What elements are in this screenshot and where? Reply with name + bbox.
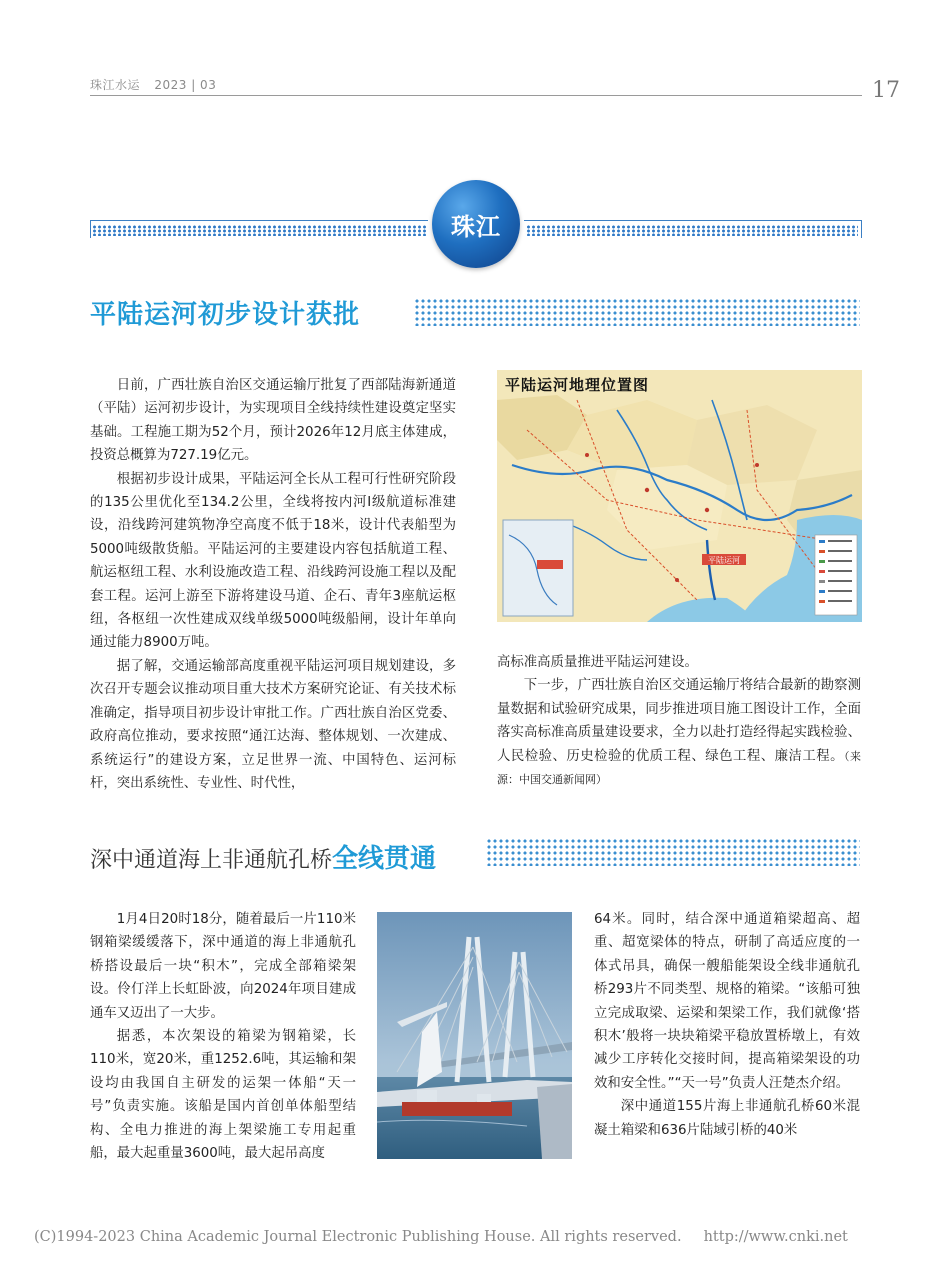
page-number: 17 bbox=[872, 78, 900, 103]
copyright-text: (C)1994-2023 China Academic Journal Electronic Publishing House. All rights reserved. bbox=[34, 1229, 682, 1245]
map-graphic bbox=[497, 370, 862, 622]
paragraph: 64米。同时，结合深中通道箱梁超高、超重、超宽梁体的特点，研制了高适应度的一体式吊具，确保一艘船能架设全线非通航孔桥293片不同类型、规格的箱梁。“该船可独立完成取梁、运梁和架梁工作，我们就像‘搭积木’般将一块块箱梁平稳放置桥墩上，有效减少工序转化交接时间，提高箱梁架设的功效和安全性。”“天一号”负责人汪楚杰介绍。 bbox=[594, 912, 860, 1091]
article2-title bbox=[90, 838, 436, 875]
map-canal-label: 平陆运河 bbox=[708, 556, 740, 565]
article2-title-emphasis: 全线贯通 bbox=[332, 844, 437, 874]
footer-url[interactable]: http://www.cnki.net bbox=[703, 1229, 848, 1245]
canal-location-map bbox=[497, 370, 862, 622]
paragraph: 据悉，本次架设的箱梁为钢箱梁，长110米，宽20米，重1252.6吨，其运输和架设均由我国自主研发的运架一体船“天一号”负责实施。该船是国内首创单体船型结构、全电力推进的海上架梁施工专用起重船，最大起重量3600吨，最大起吊高度 bbox=[90, 1029, 356, 1162]
header-rule bbox=[90, 95, 862, 96]
title-dot-pattern bbox=[486, 838, 860, 866]
paragraph: 1月4日20时18分，随着最后一片110米钢箱梁缓缓落下，深中通道的海上非通航孔桥搭设最后一块“积木”，完成全部箱梁架设。伶仃洋上长虹卧波，向2024年项目建成通车又迈出了一大步。 bbox=[90, 912, 356, 1021]
article2-left-column bbox=[90, 908, 356, 1165]
bridge-photo bbox=[377, 912, 572, 1159]
copyright-footer bbox=[34, 1229, 848, 1245]
article1-left-column bbox=[90, 374, 456, 795]
running-header bbox=[90, 76, 226, 93]
article1-title: 平陆运河初步设计获批 bbox=[90, 300, 361, 330]
paragraph: 深中通道155片海上非通航孔桥60米混凝土箱梁和636片陆域引桥的40米 bbox=[594, 1099, 860, 1138]
paragraph: 高标准高质量推进平陆运河建设。 bbox=[497, 655, 698, 670]
section-badge: 珠江 bbox=[432, 180, 520, 268]
dotted-band-left bbox=[92, 225, 426, 236]
bridge-photo-graphic bbox=[377, 912, 572, 1159]
article2-title-prefix: 深中通道海上非通航孔桥 bbox=[90, 848, 333, 873]
map-title: 平陆运河地理位置图 bbox=[505, 376, 650, 394]
paragraph: 根据初步设计成果，平陆运河全长从工程可行性研究阶段的135公里优化至134.2公里，全线将按内河Ⅰ级航道标准建设，沿线跨河建筑物净空高度不低于18米，设计代表船型为5000吨级散货船。平陆运河的主要建设内容包括航道工程、航运枢纽工程、水利设施改造工程、沿线跨河设施工程以及配套工程。运河上游至下游将建设马道、企石、青年3座航运枢纽，各枢纽一次性建成双线单级5000吨级船闸，设计年单向通过能力8900万吨。 bbox=[90, 471, 456, 651]
paragraph: 据了解，交通运输部高度重视平陆运河项目规划建设，多次召开专题会议推动项目重大技术方案研究论证、有关技术标准确定，指导项目初步设计审批工作。广西壮族自治区党委、政府高位推动，要求按照“通江达海、整体规划、一次建成、系统运行”的建设方案，立足世界一流、中国特色、运河标杆，突出系统性、专业性、时代性， bbox=[90, 658, 456, 791]
paragraph-text: 下一步，广西壮族自治区交通运输厅将结合最新的勘察测量数据和试验研究成果，同步推进项目施工图设计工作，全面落实高标准高质量建设要求，全力以赴打造经得起实践检验、人民检验、历史检验的优质工程、绿色工程、廉洁工程。 bbox=[497, 678, 861, 764]
issue-label: 2023 | 03 bbox=[154, 78, 217, 92]
source-credit: （来源：中国交通新闻网） bbox=[497, 749, 862, 787]
article1-right-column bbox=[497, 651, 861, 791]
journal-name: 珠江水运 bbox=[90, 78, 141, 92]
dotted-band-right bbox=[526, 225, 858, 236]
article2-right-column bbox=[594, 908, 860, 1142]
paragraph: 日前，广西壮族自治区交通运输厅批复了西部陆海新通道（平陆）运河初步设计，为实现项目全线持续性建设奠定坚实基础。工程施工期为52个月，预计2026年12月底主体建成，投资总概算为727.19亿元。 bbox=[90, 378, 456, 464]
paragraph bbox=[497, 674, 861, 791]
title-dot-pattern bbox=[414, 298, 860, 326]
